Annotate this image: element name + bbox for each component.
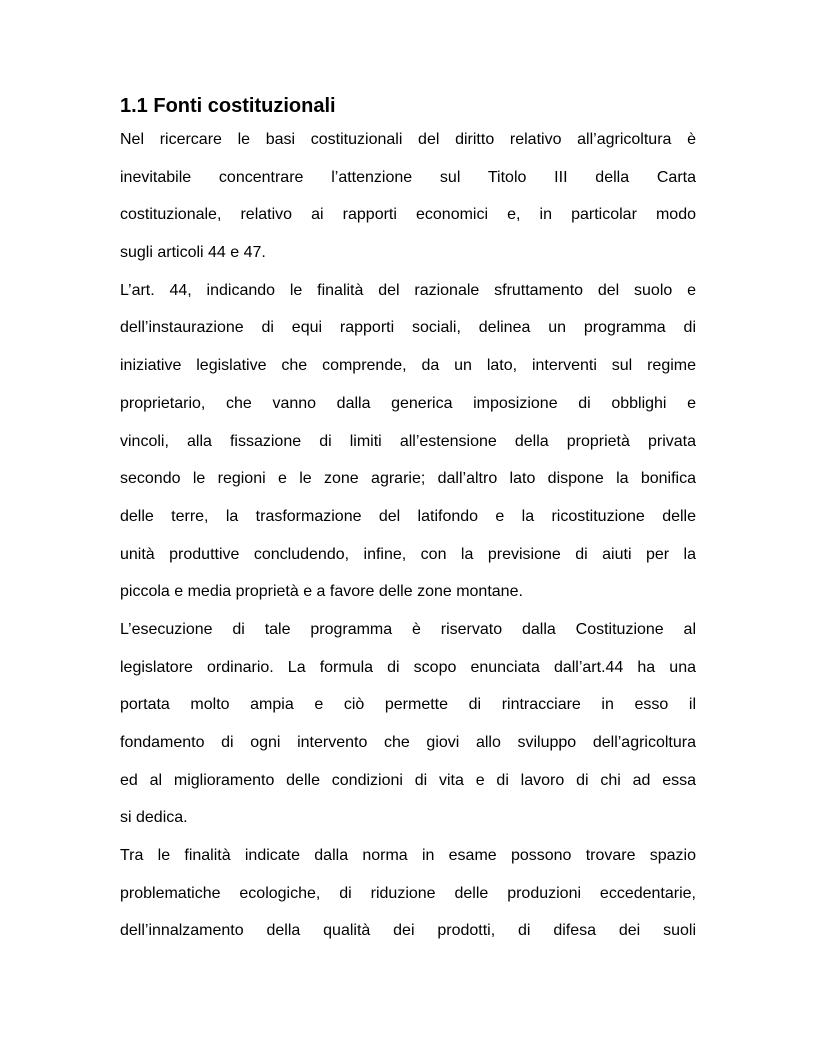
section-title: 1.1 Fonti costituzionali xyxy=(120,95,336,117)
text-line: fondamento di ogni intervento che giovi allo sviluppo dell’agricoltura xyxy=(120,734,696,751)
text-line: ed al miglioramento delle condizioni di vita e di lavoro di chi ad essa xyxy=(120,771,696,789)
paragraph xyxy=(120,837,696,950)
paragraph xyxy=(120,611,696,837)
text-line: legislatore ordinario. La formula di scopo enunciata dall’art.44 ha una xyxy=(120,658,696,676)
text-line: piccola e media proprietà e a favore delle zone montane. xyxy=(120,583,523,601)
text-line: iniziative legislative che comprende, da un lato, interventi sul regime xyxy=(120,357,696,375)
paragraph xyxy=(120,272,696,611)
text-line: secondo le regioni e le zone agrarie; dall’altro lato dispone la bonifica xyxy=(120,470,696,488)
paragraph-container xyxy=(120,121,696,950)
text-line: Tra le finalità indicate dalla norma in esame possono trovare spazio xyxy=(120,847,696,865)
paragraph xyxy=(120,121,696,272)
text-line: unità produttive concludendo, infine, con la previsione di aiuti per la xyxy=(120,545,696,563)
text-line: vincoli, alla fissazione di limiti all’estensione della proprietà privata xyxy=(120,432,696,450)
text-line: Nel ricercare le basi costituzionali del diritto relativo all’agricoltura è xyxy=(120,131,696,148)
text-line: costituzionale, relativo ai rapporti economici e, in particolar modo xyxy=(120,206,696,224)
text-line: L’art. 44, indicando le finalità del razionale sfruttamento del suolo e xyxy=(120,281,696,299)
text-line: inevitabile concentrare l’attenzione sul Titolo III della Carta xyxy=(120,168,696,186)
text-line: dell’instaurazione di equi rapporti sociali, delinea un programma di xyxy=(120,319,696,337)
text-line: dell’innalzamento della qualità dei prodotti, di difesa dei suoli xyxy=(120,922,696,940)
text-line: L’esecuzione di tale programma è riservato dalla Costituzione al xyxy=(120,620,696,638)
text-line: problematiche ecologiche, di riduzione delle produzioni eccedentarie, xyxy=(120,884,696,902)
text-line: si dedica. xyxy=(120,809,188,827)
text-line: proprietario, che vanno dalla generica imposizione di obblighi e xyxy=(120,394,696,412)
text-line: portata molto ampia e ciò permette di rintracciare in esso il xyxy=(120,696,696,714)
text-line: sugli articoli 44 e 47. xyxy=(120,244,266,262)
page-body xyxy=(120,91,696,950)
text-line: delle terre, la trasformazione del latifondo e la ricostituzione delle xyxy=(120,507,696,525)
